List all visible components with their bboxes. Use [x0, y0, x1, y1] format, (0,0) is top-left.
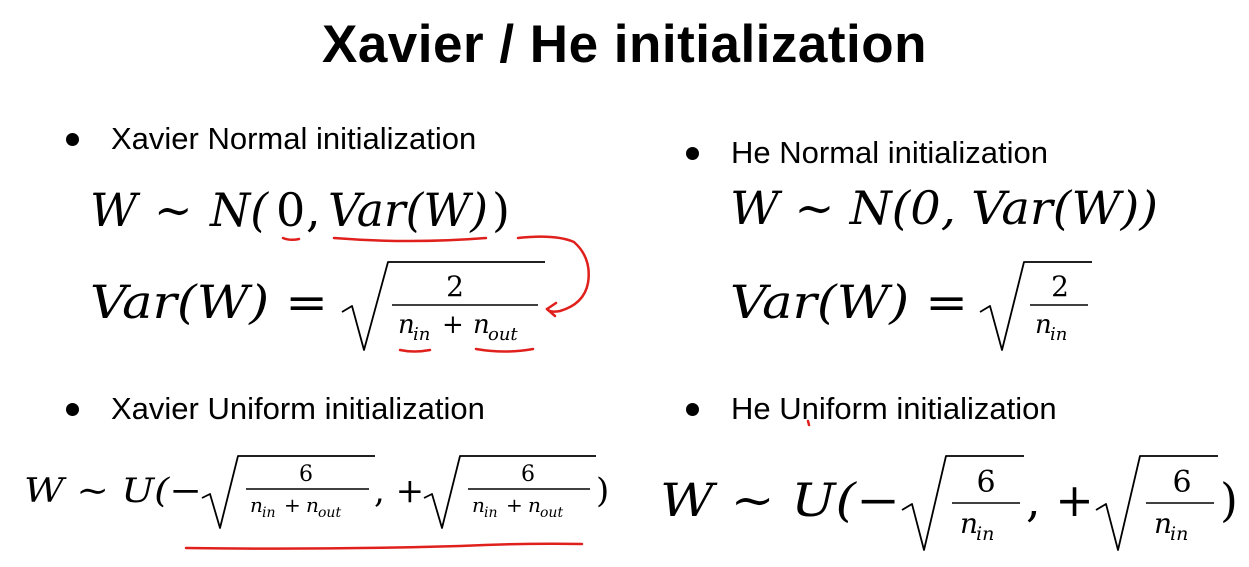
uniform-lhs: W ∼ U(−	[660, 473, 900, 527]
xavier-normal-variance	[90, 262, 545, 350]
fraction-numerator: 2	[1051, 270, 1069, 303]
uniform-mid: , +	[1026, 473, 1094, 527]
slide-title: Xavier / He initialization	[321, 15, 927, 74]
den-n: n	[250, 493, 263, 517]
uniform-lhs: W ∼ U(−	[24, 471, 202, 511]
he-uniform-label: He Uniform initialization	[731, 391, 1057, 426]
den-n: n	[1035, 310, 1052, 340]
fraction-numerator: 6	[976, 465, 996, 500]
fraction-numerator: 2	[446, 270, 464, 303]
formula-close: )	[492, 183, 510, 237]
den-n: n	[306, 493, 319, 517]
den-sub-in: in	[262, 505, 276, 521]
den-sub-out: out	[488, 324, 518, 345]
den-n: n	[1154, 507, 1173, 540]
den-sub-in: in	[1050, 324, 1068, 345]
formula-comma: ,	[306, 183, 321, 237]
underline-var	[334, 238, 486, 241]
he-normal-variance	[730, 262, 1092, 350]
uniform-close: )	[1220, 473, 1238, 527]
den-n-in: n	[398, 310, 415, 340]
formula-zero: 0	[276, 183, 306, 237]
he-normal-distribution	[730, 181, 1158, 235]
den-n: n	[472, 493, 485, 517]
underline-zero	[283, 238, 299, 240]
xavier-normal-label: Xavier Normal initialization	[111, 121, 477, 156]
he-normal-label: He Normal initialization	[731, 135, 1049, 170]
fraction-numerator: 6	[521, 462, 535, 487]
sqrt-sign	[202, 456, 375, 528]
xavier-uniform-formula	[24, 456, 609, 528]
fraction-numerator: 6	[299, 462, 313, 487]
underline-uniform	[186, 544, 582, 549]
den-sub-in: in	[1170, 523, 1189, 545]
arrow-head	[547, 303, 556, 316]
uniform-mid: , +	[374, 471, 425, 511]
den-sub-in: in	[976, 523, 995, 545]
formula-n: N(	[210, 183, 269, 237]
den-plus: +	[442, 310, 464, 340]
underline-n-out	[476, 349, 533, 352]
den-n: n	[960, 507, 979, 540]
he-dist-formula: W ∼ N(0, Var(W))	[730, 181, 1158, 235]
den-n-out: n	[473, 310, 490, 340]
den-plus: +	[506, 493, 523, 517]
formula-var-w: Var(W)	[328, 183, 488, 237]
xavier-normal-distribution	[90, 183, 510, 237]
den-n: n	[528, 493, 541, 517]
variance-lhs: Var(W) =	[730, 275, 968, 329]
he-uniform-formula	[660, 456, 1238, 550]
variance-lhs: Var(W) =	[90, 275, 328, 329]
sqrt-sign	[424, 456, 596, 528]
formula-sim: ∼	[154, 183, 193, 237]
den-plus: +	[284, 493, 301, 517]
den-sub-out: out	[318, 505, 342, 521]
den-sub-in: in	[484, 505, 498, 521]
den-sub-out: out	[540, 505, 564, 521]
fraction-numerator: 6	[1172, 465, 1192, 500]
uniform-close: )	[596, 471, 610, 511]
xavier-uniform-label: Xavier Uniform initialization	[111, 391, 485, 426]
arrow-curve	[518, 237, 589, 312]
den-sub-in: in	[413, 324, 431, 345]
formula-w: W	[90, 183, 138, 237]
underline-n-in	[400, 350, 430, 352]
ink-dot	[808, 421, 809, 425]
